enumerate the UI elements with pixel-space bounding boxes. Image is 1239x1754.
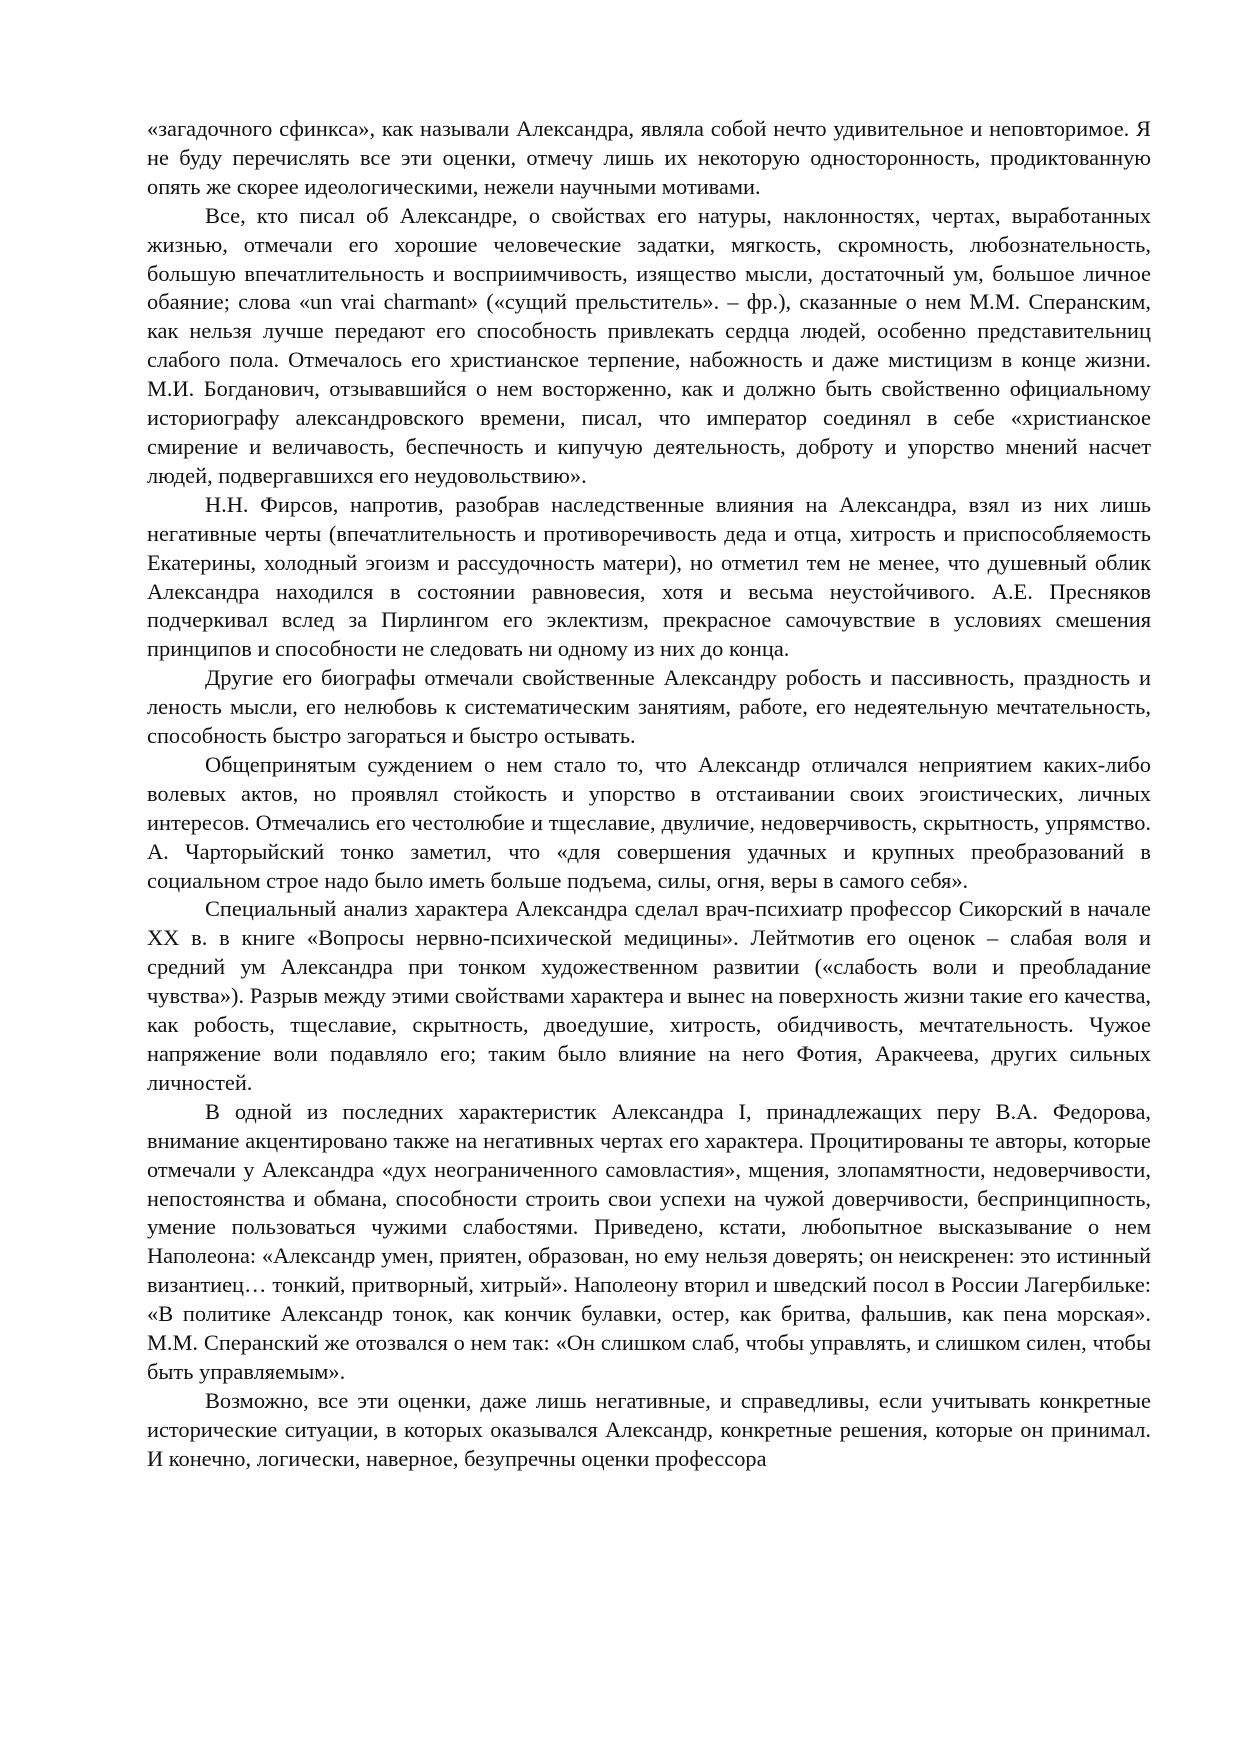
paragraph-2: Все, кто писал об Александре, о свойствах его натуры, наклонностях, чертах, выработанных жизнью, отмечали его хорошие человеческие задатки, мягкость, скромность, любознательность, большую впечатлительность и восприимчивость, изящество мысли, достаточный ум, большое личное обаяние; слова «un vrai charmant» («сущий прельститель». – фр.), сказанные о нем М.М. Сперанским, как нельзя лучше передают его способность привлекать сердца людей, особенно представительниц слабого пола. Отмечалось его христианское терпение, набожность и даже мистицизм в конце жизни. М.И. Богданович, отзывавшийся о нем восторженно, как и должно быть свойственно официальному историографу александровского времени, писал, что император соединял в себе «христианское смирение и величавость, беспечность и кипучую деятельность, доброту и упорство мнений насчет людей, подвергавшихся его неудовольствию». bbox=[147, 202, 1151, 488]
paragraph-5: Общепринятым суждением о нем стало то, что Александр отличался неприятием каких-либо волевых актов, но проявлял стойкость и упорство в отстаивании своих эгоистических, личных интересов. Отмечались его честолюбие и тщеславие, двуличие, недоверчивость, скрытность, упрямство. А. Чарторыйский тонко заметил, что «для совершения удачных и крупных преобразований в социальном строе надо было иметь больше подъема, силы, огня, веры в самого себя». bbox=[147, 751, 1151, 893]
paragraph-8: Возможно, все эти оценки, даже лишь негативные, и справедливы, если учитывать конкретные исторические ситуации, в которых оказывался Александр, конкретные решения, которые он принимал. И конечно, логически, наверное, безупречны оценки профессора bbox=[147, 1387, 1151, 1471]
paragraph-4: Другие его биографы отмечали свойственные Александру робость и пассивность, праздность и леность мысли, его нелюбовь к систематическим занятиям, работе, его недеятельную мечтательность, способность быстро загораться и быстро остывать. bbox=[147, 665, 1151, 749]
paragraph-7: В одной из последних характеристик Александра I, принадлежащих перу В.А. Федорова, внимание акцентировано также на негативных чертах его характера. Процитированы те авторы, которые отмечали у Александра «дух неограниченного самовластия», мщения, злопамятности, недоверчивости, непостоянства и обмана, способности строить свои успехи на чужой доверчивости, беспринципность, умение пользоваться чужими слабостями. Приведено, кстати, любопытное высказывание о нем Наполеона: «Александр умен, приятен, образован, но ему нельзя доверять; он неискренен: это истинный византиец… тонкий, притворный, хитрый». Наполеону вторил и шведский посол в России Лагербильке: «В политике Александр тонок, как кончик булавки, остер, как бритва, фальшив, как пена морская». М.М. Сперанский же отозвался о нем так: «Он слишком слаб, чтобы управлять, и слишком силен, чтобы быть управляемым». bbox=[147, 1098, 1151, 1384]
paragraph-6: Специальный анализ характера Александра сделал врач-психиатр профессор Сикорский в начале XX в. в книге «Вопросы нервно-психической медицины». Лейтмотив его оценок – слабая воля и средний ум Александра при тонком художественном развитии («слабость воли и преобладание чувства»). Разрыв между этими свойствами характера и вынес на поверхность жизни такие его качества, как робость, тщеславие, скрытность, двоедушие, хитрость, обидчивость, мечтательность. Чужое напряжение воли подавляло его; таким было влияние на него Фотия, Аракчеева, других сильных личностей. bbox=[147, 896, 1151, 1095]
paragraph-1: «загадочного сфинкса», как называли Александра, являла собой нечто удивительное и неповторимое. Я не буду перечислять все эти оценки, отмечу лишь их некоторую односторонность, продиктованную опять же скорее идеологическими, нежели научными мотивами. bbox=[147, 116, 1151, 199]
paragraph-3: Н.Н. Фирсов, напротив, разобрав наследственные влияния на Александра, взял из них лишь негативные черты (впечатлительность и противоречивость деда и отца, хитрость и приспособляемость Екатерины, холодный эгоизм и рассудочность матери), но отметил тем не менее, что душевный облик Александра находился в состоянии равновесия, хотя и весьма неустойчивого. А.Е. Пресняков подчеркивал вслед за Пирлингом его эклектизм, прекрасное самочувствие в условиях смешения принципов и способности не следовать ни одному из них до конца. bbox=[147, 491, 1151, 662]
document-page bbox=[147, 115, 1151, 1474]
